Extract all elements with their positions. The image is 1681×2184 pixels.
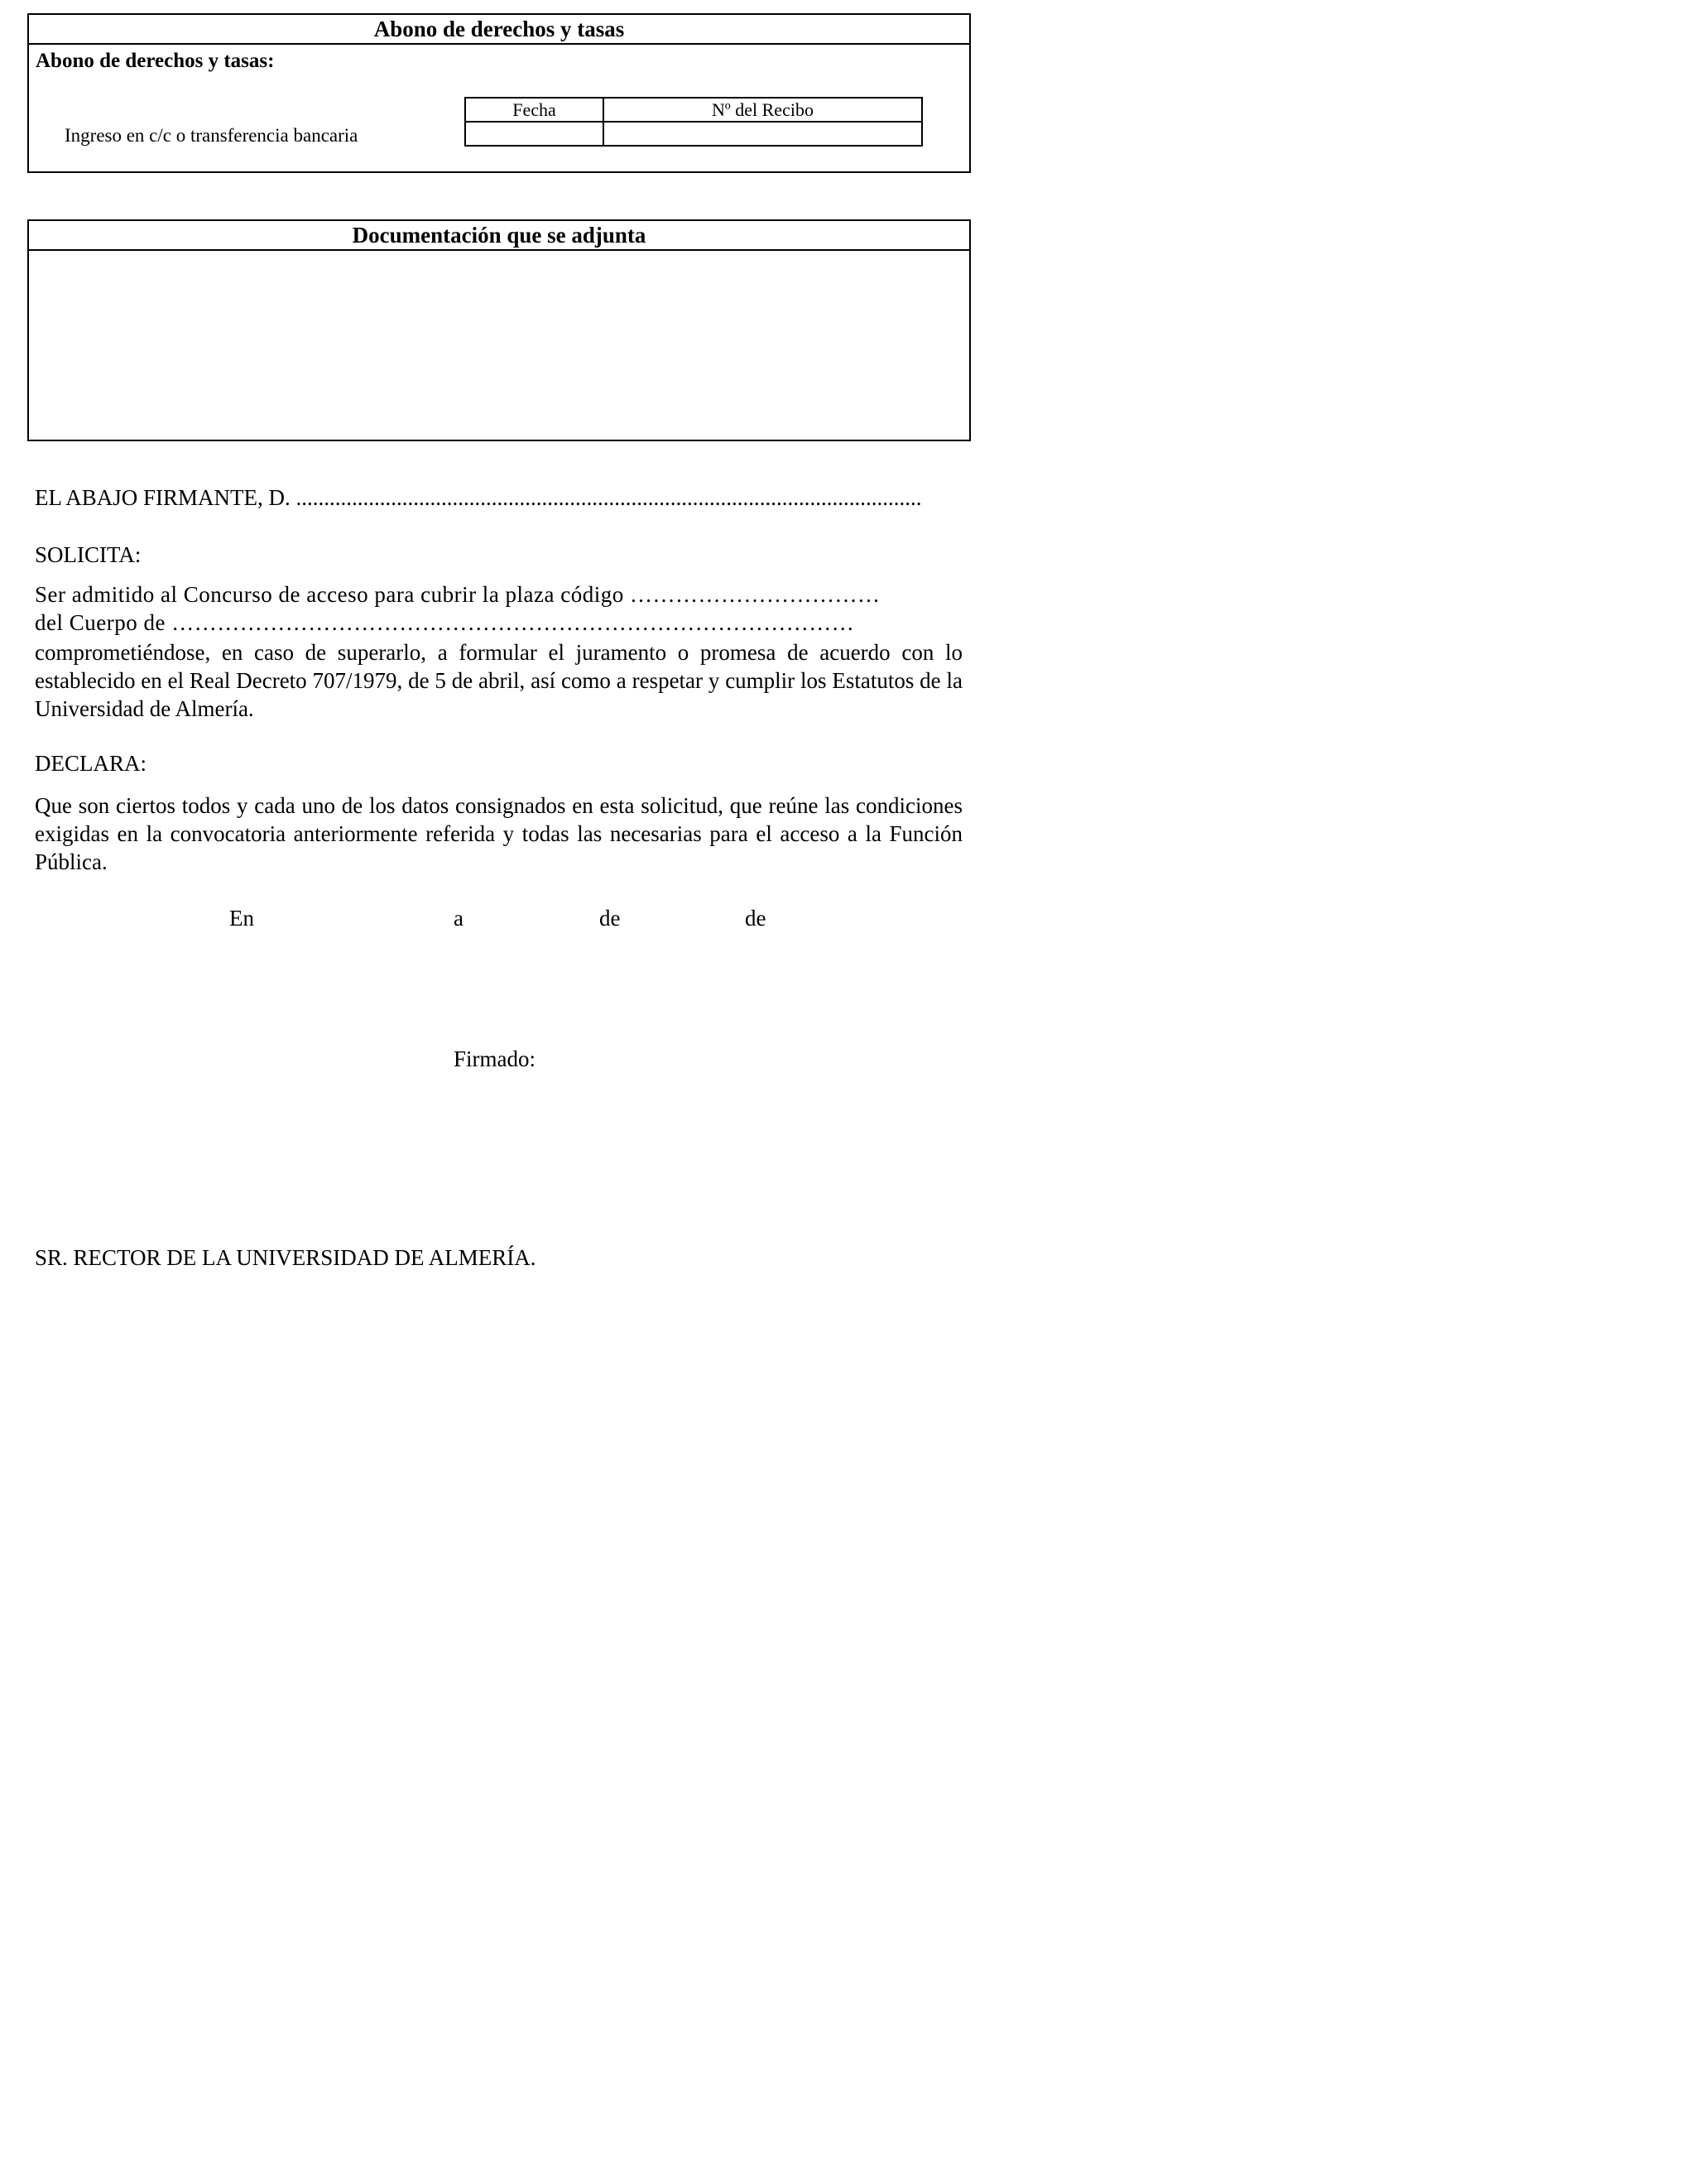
solicita-line-cuerpo: del Cuerpo de ……………………………………………………………………………… bbox=[35, 610, 855, 635]
attached-documents-area[interactable] bbox=[29, 251, 969, 440]
receipt-table-row bbox=[465, 122, 922, 146]
year-label: de bbox=[745, 906, 766, 931]
fees-section-header: Abono de derechos y tasas bbox=[29, 15, 969, 45]
attached-documents-section bbox=[27, 219, 971, 441]
attached-documents-header: Documentación que se adjunta bbox=[29, 221, 969, 251]
declara-heading: DECLARA: bbox=[35, 751, 146, 776]
day-label: a bbox=[454, 906, 463, 931]
receipt-number-column-header: Nº del Recibo bbox=[603, 98, 922, 122]
receipt-table-header-row bbox=[465, 98, 922, 122]
receipt-table bbox=[464, 97, 923, 147]
declara-body: Que son ciertos todos y cada uno de los datos consignados en esta solicitud, que reúne las condiciones exigidas en la convocatoria anteriormente referida y todas las necesarias para el acceso a la Función Pública. bbox=[35, 793, 963, 874]
fees-section bbox=[27, 13, 971, 173]
place-label: En bbox=[229, 906, 254, 931]
signature-label: Firmado: bbox=[454, 1046, 536, 1071]
receipt-number-field[interactable] bbox=[603, 122, 922, 146]
solicita-line-plaza: Ser admitido al Concurso de acceso para cubrir la plaza código …………………………… bbox=[35, 582, 881, 607]
addressee: SR. RECTOR DE LA UNIVERSIDAD DE ALMERÍA. bbox=[35, 1245, 536, 1270]
payment-method: Ingreso en c/c o transferencia bancaria bbox=[65, 125, 358, 146]
solicita-body: comprometiéndose, en caso de superarlo, a formular el juramento o promesa de acuerdo con lo establecido en el Real Decreto 707/1979, de 5 de abril, así como a respetar y cumplir los Estatutos de la Universidad de Almería. bbox=[35, 640, 963, 721]
fees-label: Abono de derechos y tasas: bbox=[36, 50, 275, 72]
date-column-header: Fecha bbox=[465, 98, 603, 122]
date-field[interactable] bbox=[465, 122, 603, 146]
month-label: de bbox=[599, 906, 621, 931]
signer-line: EL ABAJO FIRMANTE, D. ................................................................................................................ bbox=[35, 485, 922, 510]
solicita-heading: SOLICITA: bbox=[35, 542, 142, 567]
